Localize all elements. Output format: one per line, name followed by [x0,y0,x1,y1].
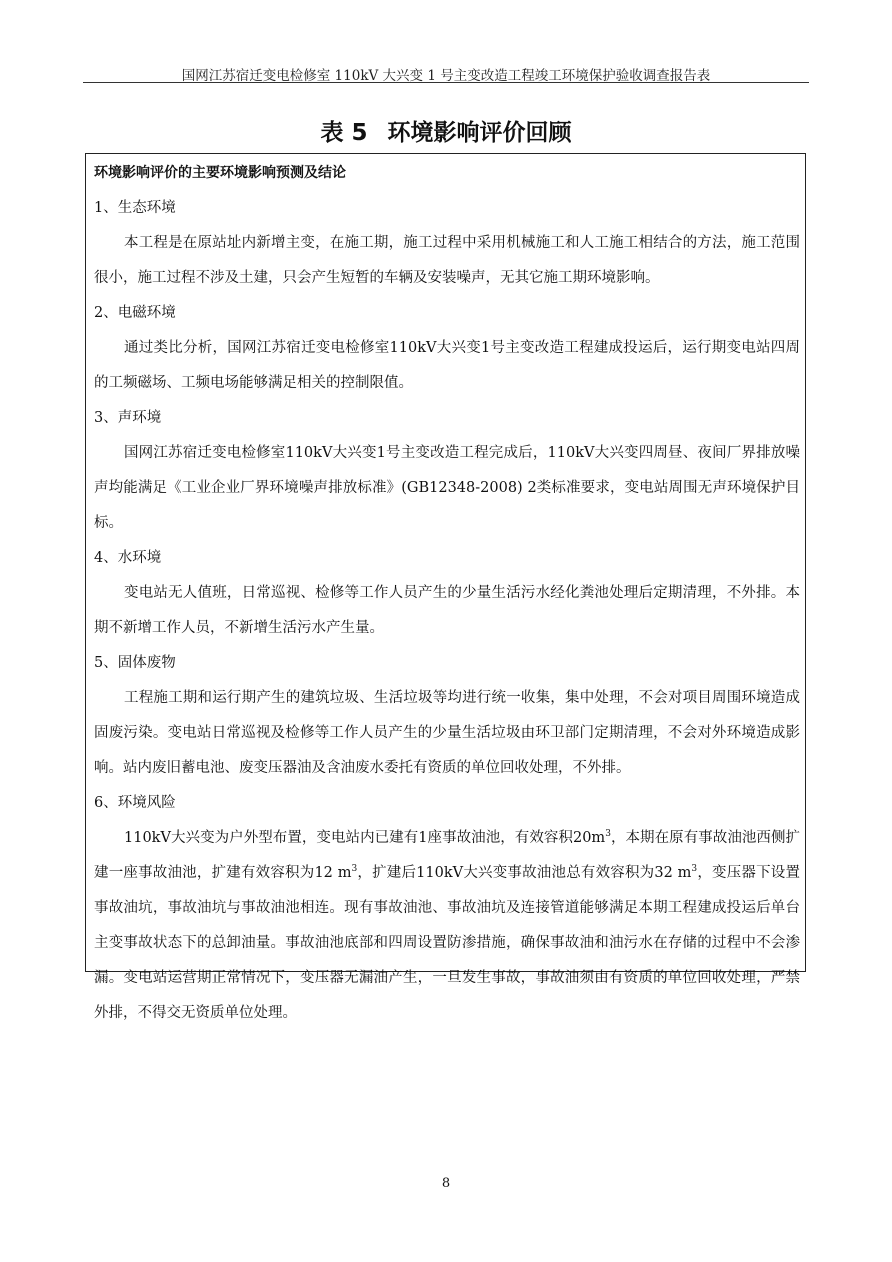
box-heading: 环境影响评价的主要环境影响预测及结论 [94,165,346,181]
section-text-electromagnetic: 通过类比分析，国网江苏宿迁变电检修室110kV大兴变1号主变改造工程建成投运后，运行期变电站四周的工频磁场、工频电场能够满足相关的控制限值。 [94,340,800,391]
section-text-ecology: 本工程是在原站址内新增主变，在施工期，施工过程中采用机械施工和人工施工相结合的方法，施工范围很小，施工过程不涉及土建，只会产生短暂的车辆及安装噪声，无其它施工期环境影响。 [94,235,800,286]
section-text-risk [94,821,800,1031]
section-title-solid-waste: 5、固体废物 [94,655,176,671]
superscript: 3 [691,864,698,875]
section-text-solid-waste: 工程施工期和运行期产生的建筑垃圾、生活垃圾等均进行统一收集，集中处理，不会对项目周围环境造成固废污染。变电站日常巡视及检修等工作人员产生的少量生活垃圾由环卫部门定期清理，不会对外环境造成影响。站内废旧蓄电池、废变压器油及含油废水委托有资质的单位回收处理，不外排。 [94,690,800,776]
content-box [85,153,806,1021]
risk-text-part3: ，扩建后110kV大兴变事故油池总有效容积为32 m [357,865,692,881]
superscript: 3 [351,864,358,875]
table-title-text: 环境影响评价回顾 [387,120,572,146]
section-title-electromagnetic: 2、电磁环境 [94,305,176,321]
section-title-water: 4、水环境 [94,550,162,566]
table-title [0,114,892,147]
section-title-risk: 6、环境风险 [94,795,176,811]
header-rule [83,82,809,83]
section-text-acoustic: 国网江苏宿迁变电检修室110kV大兴变1号主变改造工程完成后，110kV大兴变四周昼、夜间厂界排放噪声均能满足《工业企业厂界环境噪声排放标准》(GB12348-2008) 2类标准要求，变电站周围无声环境保护目标。 [94,445,800,531]
superscript: 3 [605,829,611,840]
section-title-ecology: 1、生态环境 [94,200,176,216]
section-title-acoustic: 3、声环境 [94,410,162,426]
page-number: 8 [441,1176,451,1191]
running-header: 国网江苏宿迁变电检修室 110kV 大兴变 1 号主变改造工程竣工环境保护验收调查报告表 [181,68,711,84]
risk-text-part2: ，本期在原有事故油池西侧扩建一座事故油池，扩建有效容积为12 m [94,830,801,881]
risk-text-part1: 110kV大兴变为户外型布置，变电站内已建有1座事故油池，有效容积20m [124,830,606,846]
table-number: 表 5 [320,120,368,146]
risk-text-part4: ，变压器下设置事故油坑，事故油坑与事故油池相连。现有事故油池、事故油坑及连接管道能够满足本期工程建成投运后单台主变事故状态下的总卸油量。事故油池底部和四周设置防渗措施，确保事故油和油污水在存储的过程中不会渗漏。变电站运营期正常情况下，变压器无漏油产生，一旦发生事故，事故油须由有资质的单位回收处理，严禁外排，不得交无资质单位处理。 [94,865,801,1021]
section-text-water: 变电站无人值班，日常巡视、检修等工作人员产生的少量生活污水经化粪池处理后定期清理，不外排。本期不新增工作人员，不新增生活污水产生量。 [94,585,800,636]
